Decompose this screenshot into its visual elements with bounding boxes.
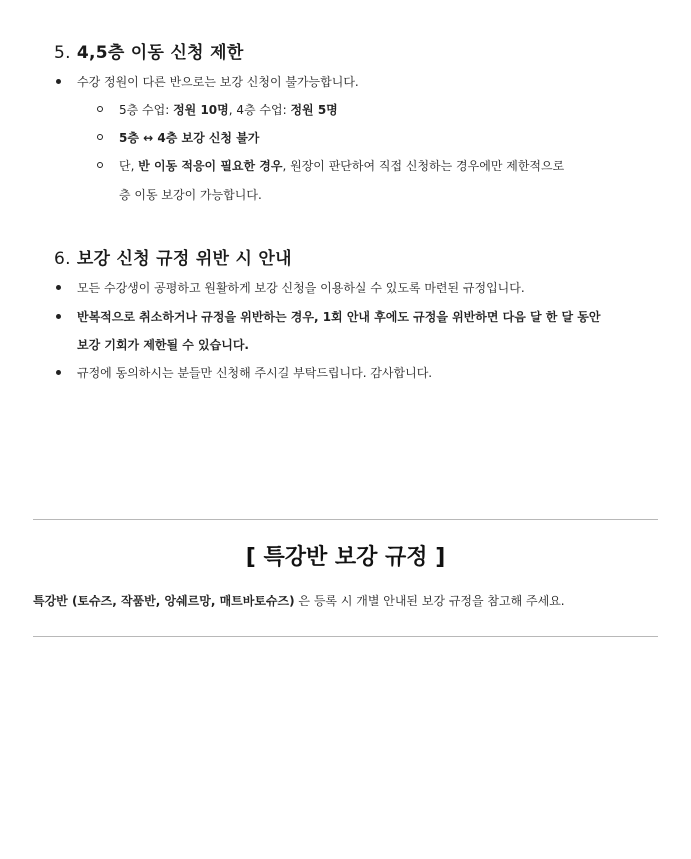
sub-1-bold-1: 정원 10명 (173, 103, 229, 117)
section-6-bullet-2-line-2: 보강 기회가 제한될 수 있습니다. (77, 338, 249, 352)
bullet-icon (56, 285, 61, 290)
bullet-icon (56, 314, 61, 319)
sub-1-prefix: 5층 수업: (119, 103, 174, 117)
bullet-icon (56, 370, 61, 375)
section-5-heading (54, 38, 244, 63)
sub-bullet-icon (97, 134, 103, 140)
sub-1-mid: , 4층 수업: (228, 103, 291, 117)
sub-1-bold-2: 정원 5명 (290, 103, 338, 117)
section-5-sub-2 (119, 129, 259, 146)
section-5-sub-3-continuation: 층 이동 보강이 가능합니다. (119, 188, 262, 202)
sub-2-bold: 5층 ↔ 4층 보강 신청 불가 (119, 131, 260, 145)
section-6-number: 6. (54, 249, 71, 269)
special-class-title: [ 특강반 보강 규정 ] (245, 545, 446, 570)
section-6-bullet-2-line-1: 반복적으로 취소하거나 규정을 위반하는 경우, 1회 안내 후에도 규정을 위반하면 다음 달 한 달 동안 (77, 310, 601, 324)
divider-bottom (33, 636, 658, 637)
sub-bullet-icon (97, 162, 103, 168)
bullet-icon (56, 79, 61, 84)
section-6-heading (54, 244, 292, 269)
section-5-title: 4,5층 이동 신청 제한 (76, 43, 244, 63)
sub-3-suffix: , 원장이 판단하여 직접 신청하는 경우에만 제한적으로 (282, 159, 565, 173)
section-5-number: 5. (54, 43, 71, 63)
special-note-rest: 은 등록 시 개별 안내된 보강 규정을 참고해 주세요. (294, 594, 565, 608)
section-6-bullet-3: 규정에 동의하시는 분들만 신청해 주시길 부탁드립니다. 감사합니다. (77, 366, 433, 380)
special-note-bold: 특강반 (토슈즈, 작품반, 앙쉐르망, 매트바토슈즈) (33, 594, 295, 608)
section-5-bullet-1: 수강 정원이 다른 반으로는 보강 신청이 불가능합니다. (77, 75, 359, 89)
sub-3-bold: 반 이동 적응이 필요한 경우 (138, 159, 283, 173)
special-class-note (33, 592, 565, 609)
section-6-bullet-1: 모든 수강생이 공평하고 원활하게 보강 신청을 이용하실 수 있도록 마련된 규정입니다. (77, 281, 525, 295)
section-5-sub-1 (119, 101, 338, 118)
sub-3-prefix: 단, (119, 159, 139, 173)
sub-bullet-icon (97, 106, 103, 112)
section-6-title: 보강 신청 규정 위반 시 안내 (76, 249, 292, 269)
section-5-sub-3 (119, 157, 564, 174)
divider-top (33, 519, 658, 520)
